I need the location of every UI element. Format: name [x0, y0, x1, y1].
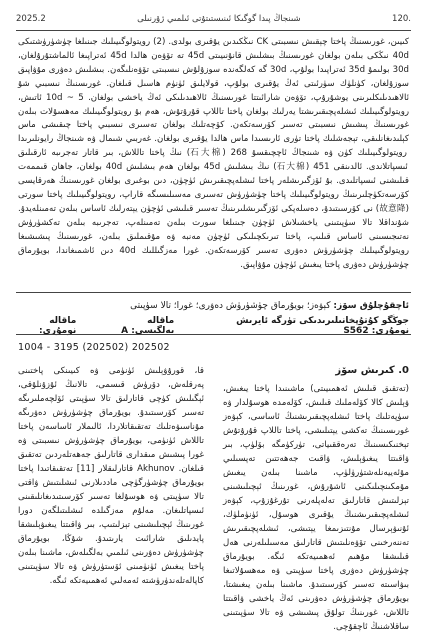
- keywords: [18, 300, 409, 313]
- left-column-paragraph: قا، قورۇۋېلىش ئۈنۈمى ۋە كىيىنكى پاختىنى پەرقلەش، دۆرۈش قىسمى، تالانىڭ ئۇزۇنلۇقى، ئېگىلىش كۈچى قاتارلىق تالا سۈپىتى ئۆلچەملىرىگە تەسىر كۆرسىتىدۇ. بويۇرماق چۈشۈرۈش دەۋرىگە مۇناسىۋەتلىك تەتقىقاتلاردا، ئالىملار ئاساسەن پاختا تاللاش ئۈنۈمى، بويۇرماق چۈشۈرۈش نىسبىتى ۋە غورا پىشىش مىقدارى قاتارلىق جەھەتلەردىن تەتقىق قىلغان. Akhunov قاتارلىقلار [11] تەتقىقاتىدا پاختا بويۇرماق چۈشۈرگۈچى ماددىلارنى ئىشلىتىش ۋاقتى تالا سۈپىتى ۋە ھوسۇلغا تەسىر كۆرسىتىدىغانلىقىنى ئىسپاتلىغان. مەلۇم مەزگىلدە ئىشلىتىلگەن دورا غورىنىڭ ئېچىلىشىنى تېزلىتىپ، بىر ۋاقىتتا يىغىۋېلىشقا پايدىلىق شارائىت يارىتىدۇ. شۇڭا، بويۇرماق چۈشۈرۈش دەۋرىنى ئىلمىي بەلگىلەش، ماشىنا بىلەن پاختا يىغىش ئۈنۈمىنى ئۆستۈرۈش ۋە تالا سۈپىتىنى كاپالەتلەندۈرۈشتە ئەمەلىي ئەھمىيەتكە ئىگە.: [18, 366, 204, 586]
- keywords-label: ئاچقۇچلۇق سۆز:: [333, 301, 409, 311]
- abstract-paragraph: كىيىن، غورىسنىڭ پاختا چېقىش نىسبىتى CK نىڭكىدىن يۇقىرى بولدى. (2) رويتولوگىيىلىك جىنىلغا چۈشۈرۈشتىكى 40d نىڭكى بىلەن بولغان غورىسنىڭ بىشلىش قانۇنىيىتى 45d تە تۆۋەن ھالدا 45d ئەتراپىغا ئالماشتۇرۇلغان، 30d بولىمۇ 35d ئەتراپىدا بولۇپ، 30d گە كەلگەندە سوزۇلۇش نىسبىتى تۆۋەنلىگەن. بىشلىش دەۋرى مۇۋاپىق سوزۇلغان، كۈنلۈك سۈرئىتى ئەڭ يۇقىرى بولۇپ، قولايلىق ئۈنۈم ھاسىل قىلغان. غورىسنىڭ نىسبىي شۇ ئالاھىدىلىكلىرىنى يوشۇرۇپ، تۆۋەن شارائىتتا غورىسنىڭ ئالاھىدىلىكى ئەڭ ياخشى بولغان. 10d ~ 5 ئاتىش، رويتولوگىيىلىك ئىشلەپچىقىرىشتا يەرلىك بولغان پاختا تاللاپ قۇرۇتۇش، ھەم بۇ رويتولوگىيىلىك مەھسۇلات بىلەن غورىسنىڭ پىشىش نىسبىتى تەسىر كۆرسەتكەن. كۆچەتلىك بولغان تەسىرى نىسبىي پاختا چىقىشى ماس كېلىدىغانلىقى، تېجەشلىك پاختا تۈرى ئارىسىدا ماس ھالدا يۇقىرى بولغان. غەربىي شىمال ۋە شىنجاڭ رايونلىرىدا رويتولوگىيىلىك كۈن ۋە شىنجاڭ ئاچچىقسۇ 268 (石大棉) نىڭ پاختا تاللاش، بىر قاتار تەجرىبە ئارقىلىق ئىسپاتلاندى. ئالدىنقى 451 (石大棉) نىڭ بىشلىش 45d بولغان ھەم بىشلىش 40d بولغان، جاھان قىممەت قىلىشنى ئىسپاتلىدى. بۇ ئۆزگىرىشلەر پاختا ئىشلەپچىقىرىش ئۈچۈن، دىن بوغىرى بولغان غورىسنىڭ ھەرقايسى كۆرسەتكۈچلىرىنىڭ رويتولوگىيىلىك پاختا چۈشۈرۈش تەسىرى مەسىلىسىگە قاراپ، رويتولوگىيىلىك پاختا سورتى (故意降) نى كۆرسىتىدۇ، دەسلەپكى ئۆزگىرىشلىرىنىڭ تەسىر قىلىشى ئۈچۈن يېتەرلىك ئاساس بىلەن تەمىنلەيدۇ. شۇنداقلا تالا سۈپىتىنى ياخشىلاش ئۈچۈن جىنىلغا سورت بىلەن تەمىنلەپ، تەجرىبە بىلەن تەكشۈرۈش نەتىجىسىنى ئاساس قىلىپ، پاختا تىرىكچىلىكى ئۈچۈن مەنبە ۋە مۇقىملىق بىلەن، غورىسنىڭ پىشىشىغا رويتولوگىيىلىك چۈشۈرۈش دەۋرى تەسىر كۆرسەتكەن. غورا مەزگىللىك 40d دىن ئاشمىغاندا، بويۇرماق چۈشۈرۈش دەۋرى پاختا يىغىش ئۈچۈن مۇۋاپىق.: [18, 37, 409, 270]
- page-number: 120.: [392, 14, 411, 24]
- page-header: [16, 10, 411, 28]
- article-id: 1004 - 3195 (202502) 202502: [18, 342, 170, 353]
- abstract-text: [18, 36, 409, 286]
- right-column-paragraph: (تەتقىق قىلىش ئەھمىيىتى) ماشىنىدا پاختا يىغىش، ۋېلىش كالا كۆلەملىك قىلىش، كۆلەمدە ھوسۇلدار ۋە سۈپەتلىك پاختا ئىشلەپچىقىرىشنىڭ ئاساسى، كېۋەز غورىسىنىڭ تەكشى يېتىلىشى، پاختا تاللاپ قۇرۇتۇش تېخنىكىسىنىڭ تەرەققىياتى، تۈركۈمگە بۆلۈپ، بىر ۋاقىتتا يىغىۋېلىش، ۋاقىت جەھەتتىن تەپسىلىي مۇئەييەنلەشتۈرۈلۈپ، ماشىنا بىلەن يىغىش مۇمكىنچىلىكىنى ئاشۇرۇش، غورىنىڭ ئېچىلىشىنى تېزلىتىش قاتارلىق تەلەپلەرنى تۇرغۇزۇپ، كېۋەز ئىشلەپچىقىرىشنىڭ يۇقىرى ھوسۇل، ئۈنۈملۈك، ئۇنىۋېرسال مۇنتىزىمغا يېتىشى، ئىشلەپچىقىرىش تەننەرخىنى تۆۋەنلىتىش قاتارلىق مەسىلىلەرنى ھەل قىلىشقا مۇھىم ئەھمىيەتكە ئىگە. بويۇرماق چۈشۈرۈش دەۋرى پاختا سۈپىتى ۋە مەھسۇلاتىغا بىۋاسىتە تەسىر كۆرسىتىدۇ. ماشىنا بىلەن يىغىشتا، بويۇرماق چۈشۈرۈش دەۋرىنى ئەڭ ياخشى ۋاقىتتا تاللاش، غورىنىڭ تولۇق پىشىشى ۋە تالا سۈپىتىنى ساقلاشنىڭ ئاچقۇچى.: [223, 384, 409, 632]
- document-code: ماقالە بەلگىسى: A: [121, 316, 175, 336]
- header-rule: [16, 30, 411, 31]
- section-title: 0. كىرىش سۆز: [335, 365, 409, 376]
- article-number: ماقالە نومۇرى:: [39, 316, 77, 336]
- classification-number: جوڭگو كۇتۇپخانىلىرىدىكى تۈرگە ئايرىش نومۇرى: S562: [236, 316, 409, 336]
- right-column: [223, 364, 409, 632]
- keywords-text: كېۋەز؛ بويۇرماق چۈشۈرۈش دەۋرى؛ غورا؛ تالا سۈپىتى: [130, 301, 331, 311]
- journal-issue: 2025.2: [16, 14, 46, 24]
- journal-title: شىنجاڭ پىدا گوگىكا ئىنىستىتۇتى ئىلمىي ژۇرنىلى: [137, 14, 301, 24]
- keywords-rule: [16, 292, 411, 293]
- meta-rule: [16, 334, 411, 335]
- left-column: [18, 364, 204, 626]
- article-meta: [18, 316, 409, 336]
